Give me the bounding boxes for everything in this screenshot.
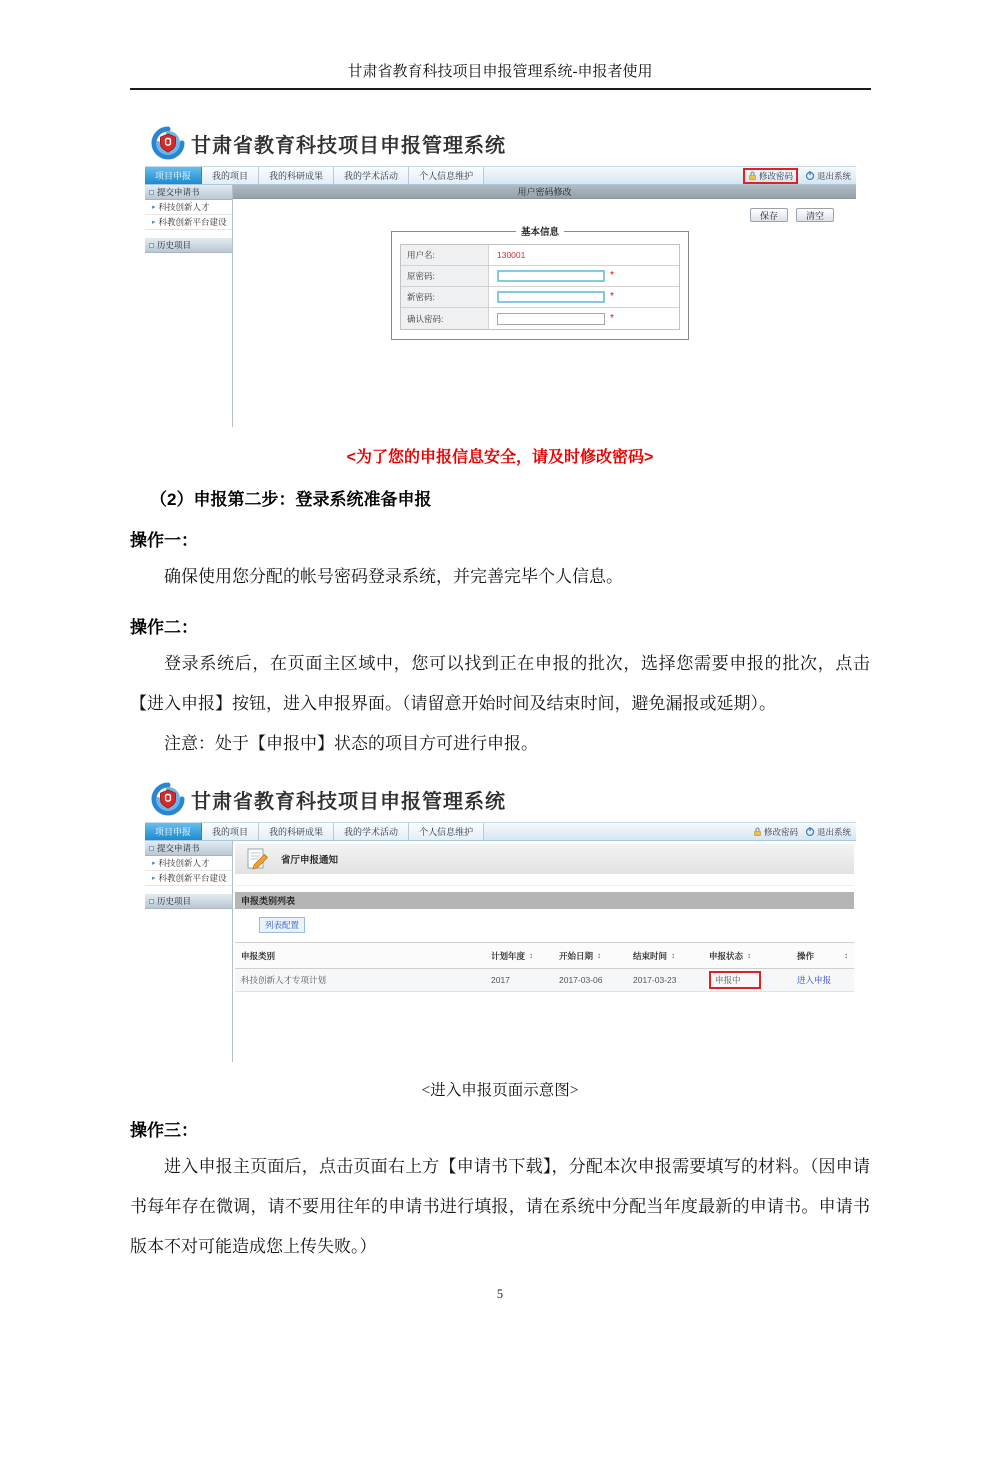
tabbar-spacer [484,823,753,840]
tab-project-apply[interactable]: 项目申报 [145,167,202,184]
sidebar-item-tech-talent[interactable]: ▸ 科技创新人才 [145,200,232,215]
system-header [145,776,856,822]
required-mark: * [610,291,614,302]
group-bullet-icon [149,190,154,195]
op2-note: 注意：处于【申报中】状态的项目方可进行申报。 [164,734,538,753]
cell-start-date: 2017-03-06 [559,975,603,985]
cell-plan-year: 2017 [491,975,510,985]
sort-icon[interactable]: ↕ [844,951,848,960]
screenshot-apply-page [145,776,856,1062]
basic-info-fieldset [391,224,689,340]
logout-link[interactable]: 退出系统 [805,826,851,838]
power-icon [805,826,815,837]
notice-title: 省厅申报通知 [281,855,339,866]
username-row [401,245,679,266]
lock-icon [753,826,762,837]
page-number: 5 [496,1287,504,1301]
confirm-password-field[interactable] [497,313,605,325]
cell-category: 科技创新人才专项计划 [241,975,327,985]
required-mark: * [610,270,614,281]
sidebar-gap [145,230,232,238]
tab-personal-info[interactable]: 个人信息维护 [409,823,484,840]
tab-my-achievements[interactable]: 我的科研成果 [259,167,334,184]
system-logo-icon [151,126,185,160]
tab-my-activities[interactable]: 我的学术活动 [334,167,409,184]
username-label: 用户名: [401,245,489,265]
clear-button[interactable]: 清空 [796,208,834,222]
required-mark: * [610,312,614,324]
group-bullet-icon [149,846,154,851]
system-header [145,120,856,166]
tab-my-projects[interactable]: 我的项目 [202,167,259,184]
change-password-link[interactable]: 修改密码 [743,168,798,184]
new-password-field[interactable] [497,291,605,303]
col-status[interactable]: 申报状态 ↕ [709,950,752,961]
username-value: 130001 [497,250,526,260]
apply-main-area [233,841,856,1062]
doc-header-title: 甘肃省教育科技项目申报管理系统-申报者使用 [130,60,871,90]
password-main-area [233,185,856,427]
sidebar-gap [145,886,232,894]
op3-text: 进入申报主页面后，点击页面右上方【申请书下载】，分配本次申报需要填写的材料。（因申请书每年存在微调，请不要用往年的申请书进行填报，请在系统中分配当年度最新的申请书。申请书版本不对可能造成您上传失败。） [130,1157,870,1256]
screenshot-password-page [145,120,856,427]
save-button[interactable]: 保存 [750,208,788,222]
arrow-bullet-icon: ▸ [152,219,156,226]
sidebar-group-submit[interactable]: 提交申请书 [145,185,232,200]
sidebar [145,185,233,427]
sidebar-group-history[interactable]: 历史项目 [145,238,232,253]
nav-tabbar [145,166,856,185]
lock-icon [748,170,757,181]
tab-project-apply[interactable]: 项目申报 [145,823,202,840]
system-title: 甘肃省教育科技项目申报管理系统 [191,790,506,813]
apply-table [235,942,854,992]
new-password-label: 新密码: [401,287,489,307]
sidebar-item-platform[interactable]: ▸ 科教创新平台建设 [145,871,232,886]
col-start-date[interactable]: 开始日期 ↕ [559,950,602,961]
table-header-row [235,943,854,969]
sort-icon[interactable]: ↕ [597,951,602,960]
screenshot2-caption: <进入申报页面示意图> [421,1082,579,1099]
col-category[interactable]: 申报类别 [241,950,276,961]
table-row [235,969,854,992]
op1-text: 确保使用您分配的帐号密码登录系统，并完善完毕个人信息。 [164,567,623,586]
change-password-link[interactable]: 修改密码 [753,826,798,838]
old-password-row [401,266,679,287]
sort-icon[interactable]: ↕ [671,951,676,960]
spacer-row [235,874,854,886]
nav-tabbar [145,822,856,841]
op2-label: 操作二： [130,618,198,637]
list-title-bar: 申报类别列表 [235,892,854,909]
sort-icon[interactable]: ↕ [747,951,752,960]
power-icon [805,170,815,181]
sidebar-item-tech-talent[interactable]: ▸ 科技创新人才 [145,856,232,871]
sort-icon[interactable]: ↕ [529,951,534,960]
arrow-bullet-icon: ▸ [152,860,156,867]
group-bullet-icon [149,243,154,248]
new-password-row [401,287,679,308]
fieldset-legend: 基本信息 [520,227,559,238]
security-note: <为了您的申报信息安全，请及时修改密码> [346,449,654,466]
tabbar-spacer [484,167,743,184]
tab-my-achievements[interactable]: 我的科研成果 [259,823,334,840]
top-links [753,823,856,840]
system-title: 甘肃省教育科技项目申报管理系统 [191,134,506,157]
tab-personal-info[interactable]: 个人信息维护 [409,167,484,184]
tab-my-projects[interactable]: 我的项目 [202,823,259,840]
sidebar-group-history[interactable]: 历史项目 [145,894,232,909]
cell-end-date: 2017-03-23 [633,975,677,985]
sidebar-group-submit[interactable]: 提交申请书 [145,841,232,856]
notice-row[interactable] [235,844,854,874]
section-heading: （2）申报第二步：登录系统准备申报 [150,490,432,509]
list-config-link[interactable]: 列表配置 [259,917,305,933]
op3-label: 操作三： [130,1121,198,1140]
form-actions [233,208,834,222]
sidebar-item-platform[interactable]: ▸ 科教创新平台建设 [145,215,232,230]
col-action[interactable]: 操作 ↕ [797,950,848,961]
tab-my-activities[interactable]: 我的学术活动 [334,823,409,840]
col-plan-year[interactable]: 计划年度 ↕ [491,950,534,961]
col-end-date[interactable]: 结束时间 ↕ [633,950,676,961]
group-bullet-icon [149,899,154,904]
status-badge: 申报中 [709,971,761,989]
notice-notepad-icon [245,847,269,871]
enter-apply-link[interactable]: 进入申报 [797,975,832,985]
op2-text: 登录系统后，在页面主区域中，您可以找到正在申报的批次，选择您需要申报的批次，点击【进入申报】按钮，进入申报界面。（请留意开始时间及结束时间，避免漏报或延期）。 [130,654,870,713]
confirm-password-row [401,308,679,329]
old-password-field[interactable] [497,270,605,282]
top-links [743,167,856,184]
arrow-bullet-icon: ▸ [152,204,156,211]
confirm-password-label: 确认密码: [401,308,489,329]
page-title: 用户密码修改 [233,185,856,199]
old-password-label: 原密码: [401,266,489,286]
system-logo-icon [151,782,185,816]
op1-label: 操作一： [130,531,198,550]
arrow-bullet-icon: ▸ [152,875,156,882]
logout-link[interactable]: 退出系统 [805,170,851,182]
sidebar [145,841,233,1062]
